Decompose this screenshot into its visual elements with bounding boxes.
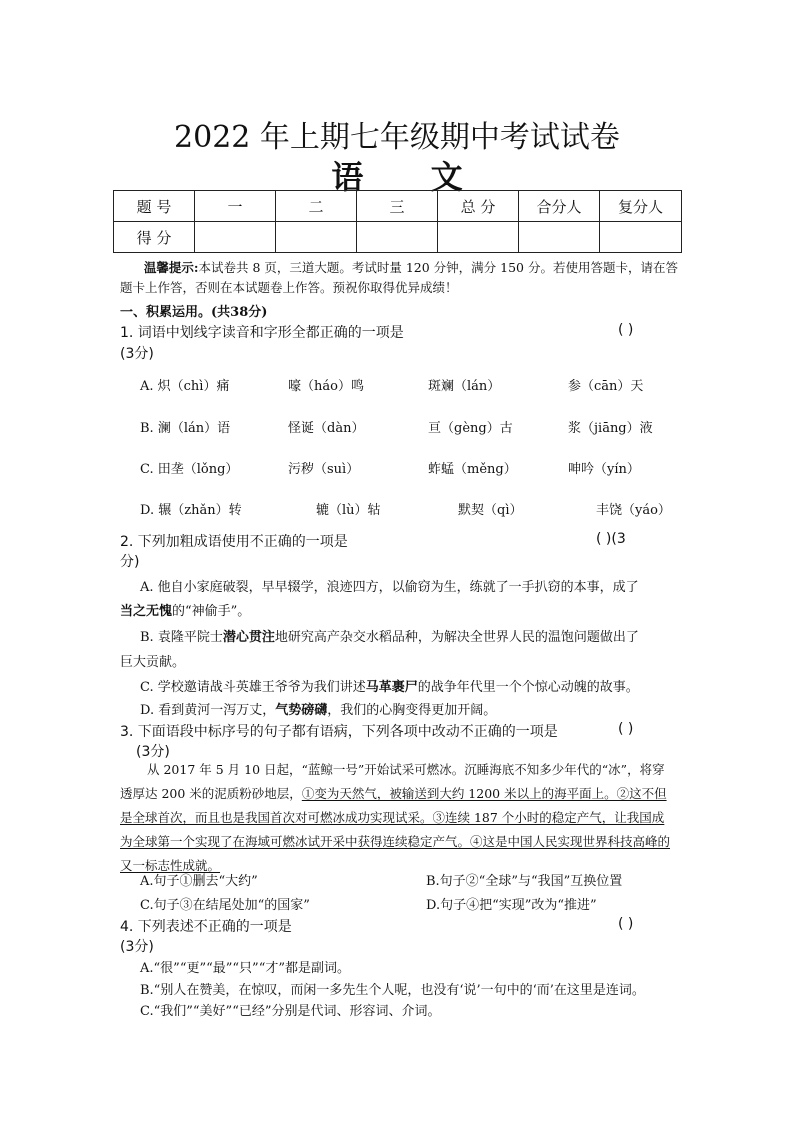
q2-option-d-post: ，我们的心胸变得更加开阔。 (327, 703, 497, 718)
score-cell: 一 (195, 191, 276, 222)
q1-stem: 1. 词语中划线字读音和字形全都正确的一项是 (120, 325, 404, 341)
score-input-cell[interactable] (600, 222, 682, 253)
q2-idiom-a: 当之无愧 (120, 604, 173, 619)
q2-idiom-b: 潜心贯注 (222, 630, 275, 645)
q1-option-b4: 浆（jiāng）液 (568, 421, 653, 436)
subject-title: 语 文 (331, 158, 491, 196)
score-cell: 合分人 (519, 191, 600, 222)
q4-option-a: A.“很”“更”“最”“只”“才”都是副词。 (140, 961, 350, 976)
q3-option-d: D.句子④把“实现”改为“推进” (426, 898, 597, 913)
score-input-cell[interactable] (357, 222, 438, 253)
score-cell: 得 分 (114, 222, 195, 253)
section-heading: 一、积累运用。(共38分) (120, 305, 268, 320)
q2-option-c-post: 的战争年代里一个个惊心动魄的故事。 (417, 680, 639, 695)
q2-option-b-line2: 巨大贡献。 (120, 655, 186, 670)
q3-stem: 3. 下面语段中标序号的句子都有语病，下列各项中改动不正确的一项是 (120, 724, 558, 740)
q3-option-c: C.句子③在结尾处加“的国家” (140, 898, 310, 913)
q2-option-c-pre: C. 学校邀请战斗英雄王爷爷为我们讲述 (140, 680, 366, 695)
q3-passage-underlined: ①变为天然气，被输送到大约 1200 米以上的海平面上。②这不但是全球首次，而且也是我国首次对可燃冰成功实现试采。③连续 187 个小时的稳定产气，让我国成为全球第一个实现了在海域可燃冰试开采中获得连续稳定产气。④这是中国人民实现世界科技高峰的又一标志性成就。 (120, 786, 671, 873)
q1-option-a3: 斑斓（lán） (428, 379, 501, 394)
q2-stem: 2. 下列加粗成语使用不正确的一项是 (120, 534, 348, 550)
score-cell: 总 分 (438, 191, 519, 222)
q3-score: (3分) (136, 744, 170, 760)
score-input-cell[interactable] (438, 222, 519, 253)
tip-text: 本试卷共 8 页，三道大题。考试时量 120 分钟，满分 150 分。若使用答题卡，请在答题卡上作答，否则在本试题卷上作答。预祝你取得优异成绩！ (120, 260, 678, 295)
q2-option-a-line2 (120, 600, 250, 619)
score-input-cell[interactable] (195, 222, 276, 253)
score-table-score-row (114, 222, 682, 253)
score-cell: 二 (276, 191, 357, 222)
q1-option-b1: B. 澜（lán）语 (140, 421, 231, 436)
q1-option-c4: 呻吟（yín） (568, 462, 640, 477)
q3-option-b: B.句子②“全球”与“我国”互换位置 (426, 874, 623, 889)
q1-option-a4: 参（cān）天 (568, 379, 644, 394)
tip-label: 温馨提示: (143, 260, 199, 275)
q1-option-a1: A. 炽（chì）痛 (140, 379, 230, 394)
q1-option-a2: 嚎（háo）鸣 (288, 379, 364, 394)
score-cell: 复分人 (600, 191, 682, 222)
q2-answer-paren[interactable]: ( )(3 (596, 531, 626, 547)
score-input-cell[interactable] (519, 222, 600, 253)
q3-passage-plain: 从 2017 年 5 月 10 日起，“蓝鲸一号”开始试采可燃冰。沉睡海底不知多少年代的“冰”，将穿透厚达 200 米的泥质粉砂地层， (120, 762, 665, 801)
q2-score-tail: 分) (120, 554, 140, 570)
q1-option-d2: 辘（lù）轱 (316, 503, 381, 518)
q2-option-a-rest: 的“神偷手”。 (172, 604, 251, 619)
q1-option-b3: 亘（gèng）古 (428, 421, 513, 436)
q2-option-b-pre: B. 袁隆平院士 (140, 630, 223, 645)
q3-answer-paren[interactable]: ( ) (618, 721, 634, 737)
q2-option-d-pre: D. 看到黄河一泻万丈， (140, 703, 276, 718)
q2-idiom-c: 马革裹尸 (365, 680, 418, 695)
q4-option-c: C.“我们”“美好”“已经”分别是代词、形容词、介词。 (140, 1004, 441, 1019)
q2-option-d (140, 699, 496, 718)
score-table-header-row (114, 191, 682, 222)
score-table (113, 190, 682, 253)
q2-idiom-d: 气势磅礴 (275, 703, 328, 718)
q1-option-d3: 默契（qì） (458, 503, 523, 518)
q1-option-c2: 污秽（suì） (288, 462, 360, 477)
score-cell: 三 (357, 191, 438, 222)
exam-tip (120, 258, 680, 298)
q2-option-c (140, 676, 639, 695)
q4-option-b: B.“别人在赞美，在惊叹，而闲一多先生个人呢，也没有‘说’一句中的‘而’在这里是连词。 (140, 983, 645, 998)
q4-answer-paren[interactable]: ( ) (618, 916, 634, 932)
score-input-cell[interactable] (276, 222, 357, 253)
exam-title: 2022 年上期七年级期中考试试卷 (174, 120, 620, 155)
q1-option-c3: 蚱蜢（měng） (428, 462, 517, 477)
q1-option-b2: 怪诞（dàn） (288, 421, 365, 436)
q1-option-c1: C. 田垄（lǒng） (140, 462, 239, 477)
q1-option-d4: 丰饶（yáo） (596, 503, 671, 518)
score-cell: 题 号 (114, 191, 195, 222)
q1-score: (3分) (120, 346, 154, 362)
q3-option-a: A.句子①删去“大约” (140, 874, 258, 889)
q2-option-a-line1: A. 他自小家庭破裂，早早辍学，浪迹四方，以偷窃为生，练就了一手扒窃的本事，成了 (140, 580, 639, 595)
q4-score: (3分) (120, 939, 154, 955)
q2-option-b-post: 地研究高产杂交水稻品种，为解决全世界人民的温饱问题做出了 (274, 630, 639, 645)
q2-option-b-line1 (140, 626, 639, 645)
q1-answer-paren[interactable]: ( ) (618, 322, 634, 338)
q3-passage (120, 758, 676, 878)
q4-stem: 4. 下列表述不正确的一项是 (120, 919, 292, 935)
q1-option-d1: D. 辗（zhǎn）转 (140, 503, 242, 518)
